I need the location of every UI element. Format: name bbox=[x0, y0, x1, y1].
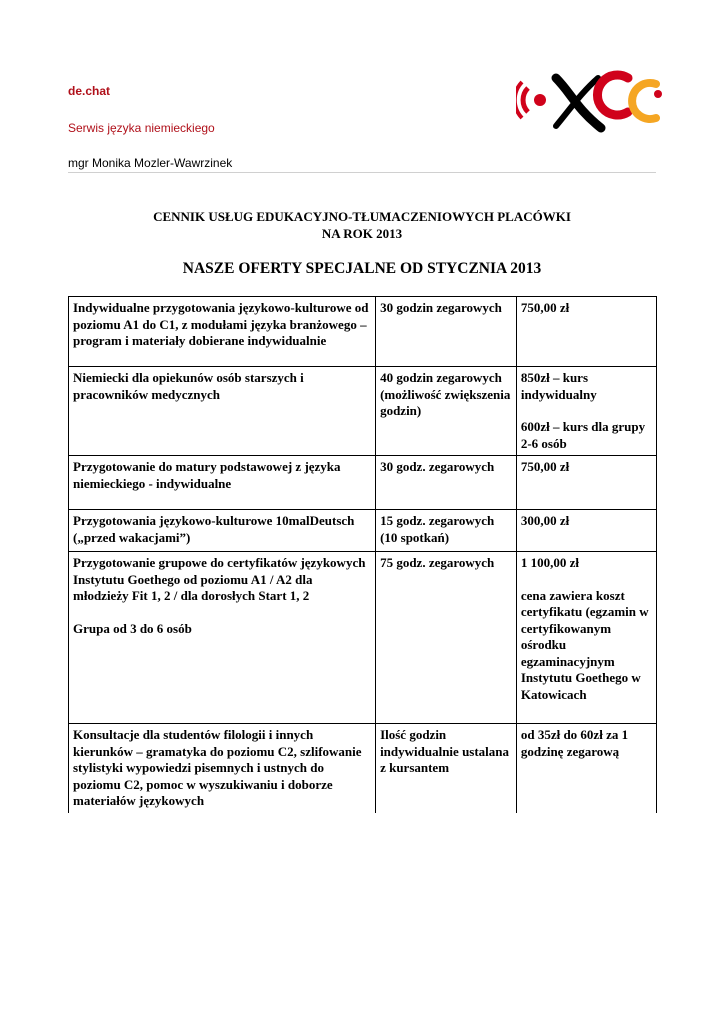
table-row bbox=[69, 297, 657, 367]
table-row bbox=[69, 552, 657, 724]
offer-price: 850zł – kurs indywidualny 600zł – kurs dla grupy 2-6 osób bbox=[516, 367, 656, 456]
offer-description: Przygotowanie do matury podstawowej z języka niemieckiego - indywidualne bbox=[69, 456, 376, 510]
site-subtitle: Serwis języka niemieckiego bbox=[68, 121, 215, 135]
table-row bbox=[69, 724, 657, 813]
pricelist-year: NA ROK 2013 bbox=[321, 226, 403, 241]
offer-hours: 30 godzin zegarowych bbox=[376, 297, 517, 367]
de-chat-logo-icon bbox=[516, 68, 666, 138]
offer-price: 300,00 zł bbox=[516, 510, 656, 552]
offer-description: Konsultacje dla studentów filologii i innych kierunków – gramatyka do poziomu C2, szlifowanie stylistyki wypowiedzi pisemnych i ustnych do poziomu C2, pomoc w wyszukiwaniu i doborze materiałów językowych bbox=[69, 724, 376, 813]
offer-description: Przygotowanie grupowe do certyfikatów językowych Instytutu Goethego od poziomu A1 / A2 dla młodzieży Fit 1, 2 / dla dorosłych Start 1, 2 Grupa od 3 do 6 osób bbox=[69, 552, 376, 724]
offer-description: Przygotowania językowo-kulturowe 10malDeutsch („przed wakacjami”) bbox=[69, 510, 376, 552]
offer-price: 750,00 zł bbox=[516, 297, 656, 367]
offer-price: 1 100,00 zł cena zawiera koszt certyfikatu (egzamin w certyfikowanym ośrodku egzaminacyjnym Instytutu Goethego w Katowicach bbox=[516, 552, 656, 724]
offer-hours: 15 godz. zegarowych (10 spotkań) bbox=[376, 510, 517, 552]
offer-hours: 30 godz. zegarowych bbox=[376, 456, 517, 510]
pricelist-title: CENNIK USŁUG EDUKACYJNO-TŁUMACZENIOWYCH PLACÓWKI bbox=[153, 209, 571, 224]
table-row bbox=[69, 456, 657, 510]
offer-price: 750,00 zł bbox=[516, 456, 656, 510]
offers-heading: NASZE OFERTY SPECJALNE OD STYCZNIA 2013 bbox=[182, 260, 542, 277]
offer-hours: 75 godz. zegarowych bbox=[376, 552, 517, 724]
header-divider bbox=[68, 172, 656, 173]
offer-description: Niemiecki dla opiekunów osób starszych i pracowników medycznych bbox=[69, 367, 376, 456]
offers-table bbox=[68, 296, 657, 813]
table-row bbox=[69, 510, 657, 552]
table-row bbox=[69, 367, 657, 456]
offer-description: Indywidualne przygotowania językowo-kulturowe od poziomu A1 do C1, z modułami języka branżowego – program i materiały dobierane indywidualnie bbox=[69, 297, 376, 367]
offer-hours: Ilość godzin indywidualnie ustalana z kursantem bbox=[376, 724, 517, 813]
offer-price: od 35zł do 60zł za 1 godzinę zegarową bbox=[516, 724, 656, 813]
author-name: mgr Monika Mozler-Wawrzinek bbox=[68, 156, 233, 170]
site-name: de.chat bbox=[68, 84, 111, 98]
offer-hours: 40 godzin zegarowych (możliwość zwiększenia godzin) bbox=[376, 367, 517, 456]
